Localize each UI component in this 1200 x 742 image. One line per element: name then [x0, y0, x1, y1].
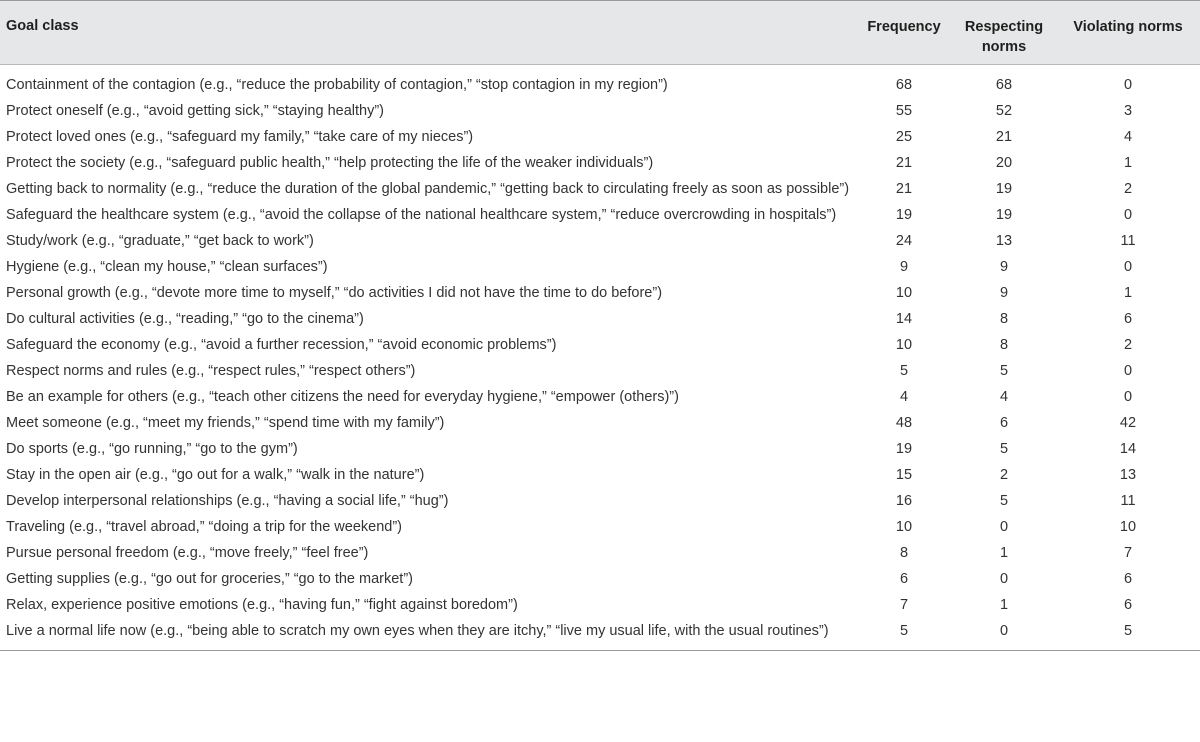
cell-violating-norms: 11 — [1120, 233, 1136, 249]
table-row — [0, 332, 1200, 358]
table-row — [0, 488, 1200, 514]
table-row — [0, 462, 1200, 488]
cell-goal-class: Getting supplies (e.g., “go out for groceries,” “go to the market”) — [6, 571, 413, 587]
cell-respecting-norms: 1 — [999, 545, 1009, 561]
cell-violating-norms: 42 — [1119, 415, 1137, 431]
cell-respecting-norms: 20 — [995, 155, 1013, 171]
cell-respecting-norms: 21 — [995, 129, 1013, 145]
table-row — [0, 592, 1200, 618]
table-row — [0, 280, 1200, 306]
cell-goal-class: Meet someone (e.g., “meet my friends,” “spend time with my family”) — [6, 415, 445, 431]
header-row — [0, 1, 1200, 65]
cell-violating-norms: 1 — [1123, 155, 1133, 171]
table-row — [0, 540, 1200, 566]
cell-goal-class: Live a normal life now (e.g., “being able to scratch my own eyes when they are itchy,” “live my usual life, with the usual routines”) — [0, 618, 856, 651]
cell-frequency: 19 — [895, 207, 913, 223]
cell-respecting-norms: 8 — [999, 337, 1009, 353]
cell-violating-norms: 1 — [1123, 285, 1133, 301]
cell-violating-norms: 6 — [1123, 571, 1133, 587]
cell-frequency: 9 — [899, 259, 909, 275]
cell-goal-class: Containment of the contagion (e.g., “reduce the probability of contagion,” “stop contagion in my region”) — [6, 77, 668, 93]
cell-goal-class: Do cultural activities (e.g., “reading,” “go to the cinema”) — [6, 311, 364, 327]
cell-violating-norms: 2 — [1123, 337, 1133, 353]
table-row — [0, 98, 1200, 124]
cell-frequency: 7 — [899, 597, 909, 613]
cell-frequency: 25 — [895, 129, 913, 145]
cell-frequency: 6 — [899, 571, 909, 587]
cell-frequency: 19 — [895, 441, 913, 457]
cell-frequency: 10 — [895, 285, 913, 301]
cell-frequency: 24 — [895, 233, 913, 249]
cell-goal-class: Do sports (e.g., “go running,” “go to the gym”) — [6, 441, 298, 457]
cell-goal-class: Protect loved ones (e.g., “safeguard my family,” “take care of my nieces”) — [6, 129, 474, 145]
cell-respecting-norms: 52 — [995, 103, 1013, 119]
cell-goal-class: Hygiene (e.g., “clean my house,” “clean surfaces”) — [6, 259, 328, 275]
table-row — [0, 150, 1200, 176]
cell-violating-norms: 14 — [1119, 441, 1137, 457]
cell-goal-class: Relax, experience positive emotions (e.g., “having fun,” “fight against boredom”) — [6, 597, 518, 613]
cell-goal-class: Pursue personal freedom (e.g., “move freely,” “feel free”) — [6, 545, 369, 561]
cell-respecting-norms: 0 — [999, 519, 1009, 535]
cell-respecting-norms: 19 — [995, 207, 1013, 223]
cell-respecting-norms: 2 — [999, 467, 1009, 483]
cell-violating-norms: 0 — [1123, 363, 1133, 379]
cell-frequency: 4 — [899, 389, 909, 405]
table-row — [0, 228, 1200, 254]
cell-frequency: 5 — [856, 618, 952, 651]
table-row — [0, 254, 1200, 280]
cell-violating-norms: 0 — [1123, 77, 1133, 93]
table-row — [0, 514, 1200, 540]
cell-goal-class: Study/work (e.g., “graduate,” “get back to work”) — [6, 233, 314, 249]
table-row — [0, 124, 1200, 150]
cell-respecting-norms: 0 — [952, 618, 1056, 651]
table-row — [0, 436, 1200, 462]
header-goal-class: Goal class — [0, 1, 856, 65]
cell-goal-class: Getting back to normality (e.g., “reduce the duration of the global pandemic,” “getting back to circulating freely as soon as possible”) — [6, 181, 850, 197]
cell-frequency: 5 — [899, 363, 909, 379]
table-row — [0, 618, 1200, 651]
cell-violating-norms: 0 — [1123, 389, 1133, 405]
cell-violating-norms: 5 — [1056, 618, 1200, 651]
cell-goal-class: Develop interpersonal relationships (e.g., “having a social life,” “hug”) — [6, 493, 449, 509]
cell-goal-class: Protect oneself (e.g., “avoid getting sick,” “staying healthy”) — [6, 103, 384, 119]
table-row — [0, 202, 1200, 228]
cell-goal-class: Safeguard the healthcare system (e.g., “avoid the collapse of the national healthcare system,” “reduce overcrowding in hospitals”) — [6, 207, 837, 223]
table-header — [0, 1, 1200, 65]
cell-respecting-norms: 9 — [999, 259, 1009, 275]
table-row — [0, 410, 1200, 436]
cell-goal-class: Stay in the open air (e.g., “go out for a walk,” “walk in the nature”) — [6, 467, 425, 483]
cell-frequency: 55 — [895, 103, 913, 119]
cell-respecting-norms: 13 — [995, 233, 1013, 249]
cell-frequency: 8 — [899, 545, 909, 561]
cell-goal-class: Traveling (e.g., “travel abroad,” “doing a trip for the weekend”) — [6, 519, 402, 535]
cell-respecting-norms: 1 — [999, 597, 1009, 613]
table-row — [0, 306, 1200, 332]
header-respecting-norms: Respecting norms — [952, 1, 1056, 65]
table-row — [0, 566, 1200, 592]
cell-goal-class: Protect the society (e.g., “safeguard public health,” “help protecting the life of the weaker individuals”) — [6, 155, 654, 171]
cell-respecting-norms: 0 — [999, 571, 1009, 587]
cell-respecting-norms: 9 — [999, 285, 1009, 301]
cell-violating-norms: 0 — [1123, 207, 1133, 223]
header-violating-norms: Violating norms — [1056, 1, 1200, 65]
cell-goal-class: Be an example for others (e.g., “teach other citizens the need for everyday hygiene,” “empower (others)”) — [6, 389, 679, 405]
header-frequency: Frequency — [856, 1, 952, 65]
cell-frequency: 10 — [895, 519, 913, 535]
cell-violating-norms: 4 — [1123, 129, 1133, 145]
cell-violating-norms: 3 — [1123, 103, 1133, 119]
table-row — [0, 176, 1200, 202]
table-row — [0, 384, 1200, 410]
cell-violating-norms: 6 — [1123, 311, 1133, 327]
cell-violating-norms: 2 — [1123, 181, 1133, 197]
cell-frequency: 14 — [895, 311, 913, 327]
cell-goal-class: Respect norms and rules (e.g., “respect rules,” “respect others”) — [6, 363, 416, 379]
cell-respecting-norms: 6 — [999, 415, 1009, 431]
cell-frequency: 16 — [895, 493, 913, 509]
table-body — [0, 65, 1200, 651]
cell-frequency: 21 — [895, 155, 913, 171]
cell-respecting-norms: 8 — [999, 311, 1009, 327]
cell-frequency: 21 — [895, 181, 913, 197]
cell-violating-norms: 7 — [1123, 545, 1133, 561]
cell-respecting-norms: 5 — [999, 493, 1009, 509]
cell-violating-norms: 0 — [1123, 259, 1133, 275]
cell-frequency: 48 — [895, 415, 913, 431]
cell-violating-norms: 11 — [1120, 493, 1136, 509]
cell-respecting-norms: 5 — [999, 363, 1009, 379]
cell-violating-norms: 10 — [1119, 519, 1137, 535]
cell-frequency: 15 — [895, 467, 913, 483]
cell-goal-class: Personal growth (e.g., “devote more time to myself,” “do activities I did not have the time to do before”) — [6, 285, 663, 301]
table-row — [0, 358, 1200, 384]
cell-frequency: 10 — [895, 337, 913, 353]
cell-respecting-norms: 19 — [995, 181, 1013, 197]
cell-violating-norms: 13 — [1119, 467, 1137, 483]
table-row — [0, 65, 1200, 99]
cell-frequency: 68 — [895, 77, 913, 93]
cell-violating-norms: 6 — [1123, 597, 1133, 613]
cell-respecting-norms: 4 — [999, 389, 1009, 405]
cell-respecting-norms: 68 — [995, 77, 1013, 93]
cell-respecting-norms: 5 — [999, 441, 1009, 457]
cell-goal-class: Safeguard the economy (e.g., “avoid a further recession,” “avoid economic problems”) — [6, 337, 557, 353]
